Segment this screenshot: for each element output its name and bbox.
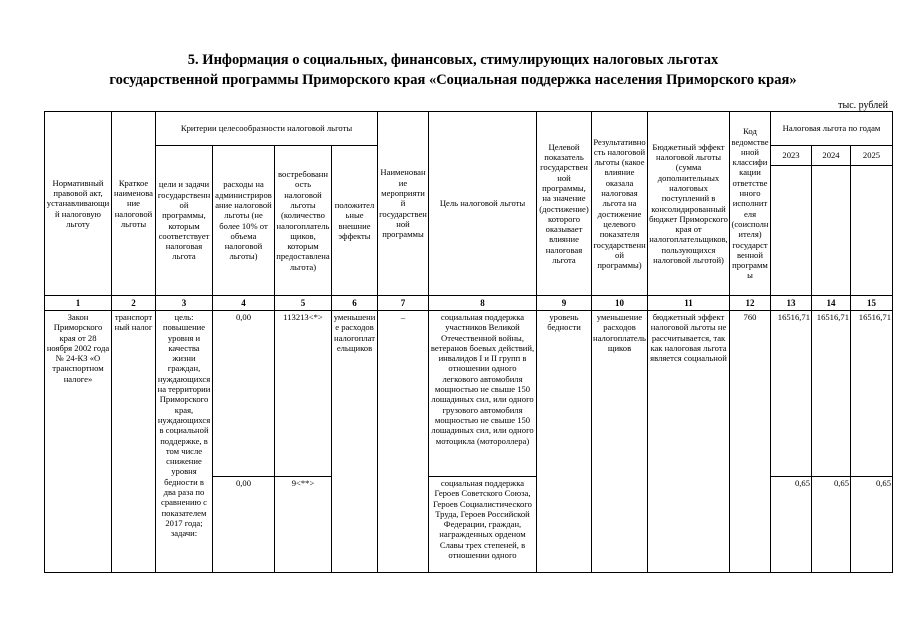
column-number: 10 bbox=[592, 296, 648, 311]
tax-benefits-table bbox=[44, 111, 893, 573]
value-2025-cell: 16516,71 bbox=[851, 311, 893, 477]
value-2023-cell: 0,65 bbox=[771, 477, 812, 573]
header-department-code: Код ведомственной классификации ответственного исполнителя (соисполнителя) государственной программы bbox=[730, 112, 771, 296]
goal-cell: социальная поддержка участников Великой Отечественной войны, ветеранов боевых действий, инвалидов I и II групп в отношении одного легкового автомобиля мощностью не свыше 150 лошадиных сил, или одного грузового автомобиля мощностью не свыше 150 лошадиных сил, или одного мотоцикла (мотороллера) bbox=[429, 311, 537, 477]
column-number: 5 bbox=[275, 296, 332, 311]
header-effectiveness: Результативность налоговой льготы (какое влияние оказала налоговая льгота на достижение целевого показателя государственной программы) bbox=[592, 112, 648, 296]
column-number: 11 bbox=[648, 296, 730, 311]
column-number: 6 bbox=[332, 296, 378, 311]
header-budget-effect: Бюджетный эффект налоговой льготы (сумма дополнительных налоговых поступлений в консолидированный бюджет Приморского края от налогоплательщиков, пользующихся налоговой льготой) bbox=[648, 112, 730, 296]
effectiveness-cell: уменьшение расходов налогоплательщиков bbox=[592, 311, 648, 573]
column-number: 1 bbox=[45, 296, 112, 311]
demand-cell: 113213<*> bbox=[275, 311, 332, 477]
header-admin-costs: расходы на администрирование налоговой льготы (не более 10% от объема налоговой льготы) bbox=[213, 146, 275, 296]
goals-tasks-cell: цель: повышение уровня и качества жизни граждан, нуждающихся на территории Приморского края, нуждающихся в социальной поддержке, в том числе снижение уровня бедности в два раза по сравнению с показателем 2017 года; задачи: bbox=[156, 311, 213, 573]
column-number: 7 bbox=[378, 296, 429, 311]
header-goals-tasks: цели и задачи государственной программы, которым соответствует налоговая льгота bbox=[156, 146, 213, 296]
title-line-2: государственной программы Приморского края «Социальная поддержка населения Приморского края» bbox=[109, 72, 797, 88]
header-criteria: Критерии целесообразности налоговой льготы bbox=[156, 112, 378, 146]
header-year-2025: 2025 bbox=[851, 146, 893, 166]
header-year-blank-2024 bbox=[812, 166, 851, 296]
demand-cell: 9<**> bbox=[275, 477, 332, 573]
header-external-effects: положительные внешние эффекты bbox=[332, 146, 378, 296]
header-year-2023: 2023 bbox=[771, 146, 812, 166]
column-number: 8 bbox=[429, 296, 537, 311]
budget-effect-cell: бюджетный эффект налоговой льготы не рассчитывается, так как налоговая льгота является социальной bbox=[648, 311, 730, 573]
column-number: 15 bbox=[851, 296, 893, 311]
header-year-2024: 2024 bbox=[812, 146, 851, 166]
document-title bbox=[0, 50, 906, 90]
header-legal-act: Нормативный правовой акт, устанавливающий налоговую льготу bbox=[45, 112, 112, 296]
header-years-group: Налоговая льгота по годам bbox=[771, 112, 893, 146]
column-number: 9 bbox=[537, 296, 592, 311]
title-line-1: 5. Информация о социальных, финансовых, стимулирующих налоговых льготах bbox=[187, 52, 719, 68]
short-name-cell: транспортный налог bbox=[112, 311, 156, 573]
admin-costs-cell: 0,00 bbox=[213, 311, 275, 477]
target-indicator-cell: уровень бедности bbox=[537, 311, 592, 573]
column-number: 14 bbox=[812, 296, 851, 311]
legal-act-cell: Закон Приморского края от 28 ноября 2002 года № 24-КЗ «О транспортном налоге» bbox=[45, 311, 112, 573]
value-2023-cell: 16516,71 bbox=[771, 311, 812, 477]
unit-label: тыс. рублей bbox=[838, 100, 888, 111]
header-year-blank-2025 bbox=[851, 166, 893, 296]
column-number: 12 bbox=[730, 296, 771, 311]
header-short-name: Краткое наименование налоговой льготы bbox=[112, 112, 156, 296]
value-2024-cell: 16516,71 bbox=[812, 311, 851, 477]
header-demand: востребованность налоговой льготы (количество налогоплательщиков, которым предоставлена льгота) bbox=[275, 146, 332, 296]
admin-costs-cell: 0,00 bbox=[213, 477, 275, 573]
header-target-indicator: Целевой показатель государственной программы, на значение (достижение) которого оказывает влияние налоговая льгота bbox=[537, 112, 592, 296]
column-numbers-row bbox=[45, 296, 893, 311]
department-code-cell: 760 bbox=[730, 311, 771, 573]
column-number: 4 bbox=[213, 296, 275, 311]
column-number: 3 bbox=[156, 296, 213, 311]
header-goal: Цель налоговой льготы bbox=[429, 112, 537, 296]
header-activities: Наименование мероприятий государственной программы bbox=[378, 112, 429, 296]
value-2025-cell: 0,65 bbox=[851, 477, 893, 573]
goal-cell: социальная поддержка Героев Советского Союза, Героев Социалистического Труда, Героев Российской Федерации, граждан, награжденных орденом Славы трех степеней, в отношении одного bbox=[429, 477, 537, 573]
value-2024-cell: 0,65 bbox=[812, 477, 851, 573]
column-number: 13 bbox=[771, 296, 812, 311]
activities-cell: – bbox=[378, 311, 429, 573]
external-effects-cell: уменьшение расходов налогоплательщиков bbox=[332, 311, 378, 573]
table-row bbox=[45, 311, 893, 477]
column-number: 2 bbox=[112, 296, 156, 311]
header-year-blank-2023 bbox=[771, 166, 812, 296]
